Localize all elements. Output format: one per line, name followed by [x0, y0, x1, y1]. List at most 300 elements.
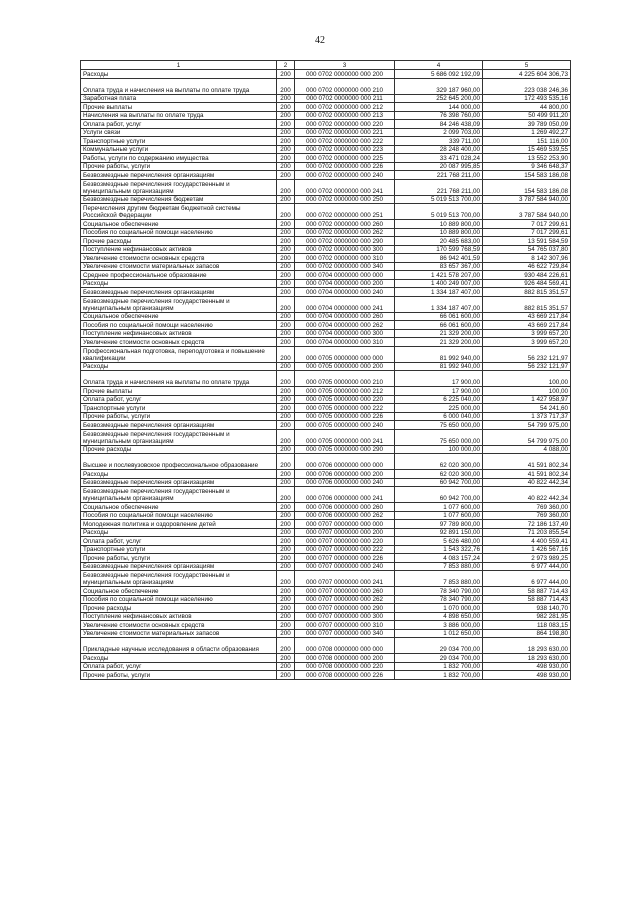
table-row — [81, 412, 571, 421]
row-approved-amount: 329 187 960,00 — [395, 78, 483, 94]
row-name: Начисления на выплаты по оплате труда — [81, 111, 277, 120]
row-line-code: 200 — [277, 421, 295, 430]
row-approved-amount: 144 000,00 — [395, 103, 483, 112]
row-executed-amount: 151 116,00 — [483, 137, 571, 146]
row-budget-code: 000 0707 0000000 000 222 — [295, 545, 395, 554]
row-budget-code: 000 0704 0000000 000 262 — [295, 321, 395, 330]
row-budget-code: 000 0707 0000000 000 226 — [295, 554, 395, 563]
row-name: Профессиональная подготовка, переподготовка и повышение квалификации — [81, 346, 277, 362]
table-row — [81, 70, 571, 79]
row-name: Увеличение стоимости основных средств — [81, 621, 277, 630]
row-line-code: 200 — [277, 271, 295, 280]
row-executed-amount: 4 088,00 — [483, 445, 571, 454]
row-executed-amount: 50 499 911,20 — [483, 111, 571, 120]
row-line-code: 200 — [277, 103, 295, 112]
row-name: Прочие расходы — [81, 604, 277, 613]
row-line-code: 200 — [277, 237, 295, 246]
row-budget-code: 000 0702 0000000 000 241 — [295, 179, 395, 195]
row-name: Транспортные услуги — [81, 545, 277, 554]
row-line-code: 200 — [277, 520, 295, 529]
row-line-code: 200 — [277, 254, 295, 263]
row-name: Безвозмездные перечисления государственным и муниципальным организациям — [81, 296, 277, 312]
table-row — [81, 128, 571, 137]
row-approved-amount: 252 645 200,00 — [395, 94, 483, 103]
row-approved-amount: 1 070 000,00 — [395, 604, 483, 613]
table-row — [81, 103, 571, 112]
row-name: Перечисления другим бюджетам бюджетной системы Российской Федерации — [81, 204, 277, 220]
row-line-code: 200 — [277, 604, 295, 613]
row-budget-code: 000 0702 0000000 000 221 — [295, 128, 395, 137]
row-executed-amount: 938 140,70 — [483, 604, 571, 613]
row-approved-amount: 84 246 438,09 — [395, 120, 483, 129]
row-budget-code: 000 0702 0000000 000 250 — [295, 195, 395, 204]
row-name: Безвозмездные перечисления государственным и муниципальным организациям — [81, 429, 277, 445]
row-line-code: 200 — [277, 312, 295, 321]
header-cell-2: 2 — [277, 61, 295, 70]
table-row — [81, 94, 571, 103]
row-executed-amount: 223 038 246,36 — [483, 78, 571, 94]
table-row — [81, 562, 571, 571]
row-line-code: 200 — [277, 120, 295, 129]
row-budget-code: 000 0705 0000000 000 240 — [295, 421, 395, 430]
row-executed-amount: 44 800,00 — [483, 103, 571, 112]
row-approved-amount: 339 711,00 — [395, 137, 483, 146]
row-line-code: 200 — [277, 288, 295, 297]
row-executed-amount: 18 293 630,00 — [483, 654, 571, 663]
row-executed-amount: 54 765 037,80 — [483, 245, 571, 254]
row-executed-amount: 18 293 630,00 — [483, 638, 571, 654]
table-row — [81, 111, 571, 120]
row-executed-amount: 58 887 714,43 — [483, 595, 571, 604]
row-approved-amount: 1 421 578 207,00 — [395, 271, 483, 280]
row-budget-code: 000 0702 0000000 000 240 — [295, 171, 395, 180]
table-row — [81, 520, 571, 529]
row-budget-code: 000 0705 0000000 000 000 — [295, 346, 395, 362]
row-name: Среднее профессиональное образование — [81, 271, 277, 280]
row-line-code: 200 — [277, 487, 295, 503]
row-budget-code: 000 0706 0000000 000 262 — [295, 511, 395, 520]
row-name: Пособия по социальной помощи населению — [81, 228, 277, 237]
row-name: Расходы — [81, 279, 277, 288]
row-executed-amount: 6 977 444,00 — [483, 562, 571, 571]
row-executed-amount: 54 241,60 — [483, 404, 571, 413]
row-approved-amount: 60 942 700,00 — [395, 478, 483, 487]
row-budget-code: 000 0707 0000000 000 000 — [295, 520, 395, 529]
row-budget-code: 000 0708 0000000 000 220 — [295, 662, 395, 671]
table-row — [81, 545, 571, 554]
row-line-code: 200 — [277, 70, 295, 79]
row-name: Расходы — [81, 654, 277, 663]
row-line-code: 200 — [277, 429, 295, 445]
row-line-code: 200 — [277, 545, 295, 554]
row-name: Безвозмездные перечисления организациям — [81, 421, 277, 430]
table-row — [81, 662, 571, 671]
row-budget-code: 000 0702 0000000 000 251 — [295, 204, 395, 220]
table-row — [81, 612, 571, 621]
row-executed-amount: 118 083,15 — [483, 621, 571, 630]
row-budget-code: 000 0704 0000000 000 310 — [295, 338, 395, 347]
table-row — [81, 421, 571, 430]
row-line-code: 200 — [277, 537, 295, 546]
row-line-code: 200 — [277, 154, 295, 163]
row-approved-amount: 78 340 790,00 — [395, 595, 483, 604]
row-line-code: 200 — [277, 128, 295, 137]
row-line-code: 200 — [277, 387, 295, 396]
row-executed-amount: 41 591 802,34 — [483, 454, 571, 470]
row-budget-code: 000 0704 0000000 000 240 — [295, 288, 395, 297]
row-executed-amount: 15 469 539,55 — [483, 145, 571, 154]
table-row — [81, 329, 571, 338]
row-budget-code: 000 0707 0000000 000 300 — [295, 612, 395, 621]
row-line-code: 200 — [277, 612, 295, 621]
row-name: Пособия по социальной помощи населению — [81, 511, 277, 520]
row-approved-amount: 97 789 800,00 — [395, 520, 483, 529]
table-row — [81, 429, 571, 445]
row-approved-amount: 1 400 249 007,00 — [395, 279, 483, 288]
row-name: Увеличение стоимости основных средств — [81, 254, 277, 263]
row-executed-amount: 769 360,00 — [483, 503, 571, 512]
table-row — [81, 262, 571, 271]
row-executed-amount: 498 930,00 — [483, 671, 571, 680]
row-budget-code: 000 0707 0000000 000 241 — [295, 571, 395, 587]
row-budget-code: 000 0702 0000000 000 300 — [295, 245, 395, 254]
row-budget-code: 000 0704 0000000 000 241 — [295, 296, 395, 312]
row-budget-code: 000 0705 0000000 000 200 — [295, 362, 395, 371]
row-name: Безвозмездные перечисления бюджетам — [81, 195, 277, 204]
row-executed-amount: 9 346 648,37 — [483, 162, 571, 171]
row-budget-code: 000 0706 0000000 000 200 — [295, 470, 395, 479]
table-row — [81, 621, 571, 630]
row-approved-amount: 83 657 367,00 — [395, 262, 483, 271]
row-approved-amount: 78 340 790,00 — [395, 587, 483, 596]
row-executed-amount: 7 017 299,61 — [483, 228, 571, 237]
row-budget-code: 000 0707 0000000 000 200 — [295, 528, 395, 537]
row-executed-amount: 40 822 442,34 — [483, 487, 571, 503]
row-line-code: 200 — [277, 503, 295, 512]
row-line-code: 200 — [277, 296, 295, 312]
row-approved-amount: 76 398 760,00 — [395, 111, 483, 120]
row-approved-amount: 10 889 800,00 — [395, 228, 483, 237]
row-approved-amount: 7 853 880,00 — [395, 571, 483, 587]
row-approved-amount: 1 334 187 407,00 — [395, 288, 483, 297]
row-budget-code: 000 0704 0000000 000 200 — [295, 279, 395, 288]
row-budget-code: 000 0704 0000000 000 260 — [295, 312, 395, 321]
row-line-code: 200 — [277, 528, 295, 537]
row-executed-amount: 43 669 217,84 — [483, 312, 571, 321]
row-line-code: 200 — [277, 671, 295, 680]
table-row — [81, 204, 571, 220]
row-name: Прочие работы, услуги — [81, 162, 277, 171]
row-executed-amount: 3 787 584 940,00 — [483, 195, 571, 204]
row-approved-amount: 5 626 480,00 — [395, 537, 483, 546]
row-name: Молодежная политика и оздоровление детей — [81, 520, 277, 529]
row-line-code: 200 — [277, 362, 295, 371]
row-approved-amount: 170 599 768,59 — [395, 245, 483, 254]
table-row — [81, 595, 571, 604]
budget-execution-table — [80, 60, 571, 680]
row-name: Социальное обеспечение — [81, 587, 277, 596]
row-name: Безвозмездные перечисления организациям — [81, 171, 277, 180]
table-row — [81, 638, 571, 654]
row-approved-amount: 81 992 940,00 — [395, 346, 483, 362]
row-executed-amount: 41 591 802,34 — [483, 470, 571, 479]
row-executed-amount: 864 198,80 — [483, 629, 571, 638]
row-budget-code: 000 0702 0000000 000 223 — [295, 145, 395, 154]
row-executed-amount: 769 360,00 — [483, 511, 571, 520]
row-line-code: 200 — [277, 404, 295, 413]
row-approved-amount: 10 889 800,00 — [395, 220, 483, 229]
row-approved-amount: 4 898 650,00 — [395, 612, 483, 621]
table-row — [81, 254, 571, 263]
row-budget-code: 000 0706 0000000 000 241 — [295, 487, 395, 503]
row-approved-amount: 5 019 513 700,00 — [395, 195, 483, 204]
row-executed-amount: 7 017 299,61 — [483, 220, 571, 229]
row-budget-code: 000 0707 0000000 000 340 — [295, 629, 395, 638]
row-approved-amount: 28 248 400,00 — [395, 145, 483, 154]
row-budget-code: 000 0702 0000000 000 225 — [295, 154, 395, 163]
row-executed-amount: 172 493 535,16 — [483, 94, 571, 103]
row-executed-amount: 56 232 121,97 — [483, 362, 571, 371]
row-approved-amount: 81 992 940,00 — [395, 362, 483, 371]
row-name: Прочие выплаты — [81, 103, 277, 112]
table-row — [81, 279, 571, 288]
row-line-code: 200 — [277, 162, 295, 171]
table-row — [81, 228, 571, 237]
row-budget-code: 000 0702 0000000 000 222 — [295, 137, 395, 146]
row-executed-amount: 926 484 569,41 — [483, 279, 571, 288]
row-line-code: 200 — [277, 662, 295, 671]
row-approved-amount: 1 832 700,00 — [395, 662, 483, 671]
row-budget-code: 000 0708 0000000 000 200 — [295, 654, 395, 663]
table-row — [81, 587, 571, 596]
row-approved-amount: 29 034 700,00 — [395, 638, 483, 654]
row-approved-amount: 21 329 200,00 — [395, 329, 483, 338]
table-row — [81, 271, 571, 280]
row-executed-amount: 1 426 567,16 — [483, 545, 571, 554]
row-budget-code: 000 0707 0000000 000 260 — [295, 587, 395, 596]
row-line-code: 200 — [277, 204, 295, 220]
row-approved-amount: 221 768 211,00 — [395, 171, 483, 180]
row-executed-amount: 3 999 657,20 — [483, 338, 571, 347]
row-name: Поступление нефинансовых активов — [81, 612, 277, 621]
row-budget-code: 000 0705 0000000 000 212 — [295, 387, 395, 396]
row-name: Высшее и послевузовское профессиональное образование — [81, 454, 277, 470]
row-name: Расходы — [81, 470, 277, 479]
row-approved-amount: 1 077 600,00 — [395, 503, 483, 512]
row-approved-amount: 75 650 000,00 — [395, 429, 483, 445]
row-budget-code: 000 0705 0000000 000 226 — [295, 412, 395, 421]
row-budget-code: 000 0707 0000000 000 220 — [295, 537, 395, 546]
row-name: Заработная плата — [81, 94, 277, 103]
row-executed-amount: 882 815 351,57 — [483, 296, 571, 312]
row-name: Безвозмездные перечисления организациям — [81, 478, 277, 487]
row-executed-amount: 46 622 729,84 — [483, 262, 571, 271]
row-approved-amount: 4 083 157,24 — [395, 554, 483, 563]
row-approved-amount: 62 020 300,00 — [395, 470, 483, 479]
row-executed-amount: 3 787 584 940,00 — [483, 204, 571, 220]
row-line-code: 200 — [277, 195, 295, 204]
row-line-code: 200 — [277, 145, 295, 154]
table-row — [81, 162, 571, 171]
row-executed-amount: 54 799 975,00 — [483, 421, 571, 430]
row-executed-amount: 8 142 307,96 — [483, 254, 571, 263]
row-name: Безвозмездные перечисления организациям — [81, 562, 277, 571]
row-approved-amount: 1 334 187 407,00 — [395, 296, 483, 312]
row-line-code: 200 — [277, 329, 295, 338]
row-line-code: 200 — [277, 220, 295, 229]
table-row — [81, 321, 571, 330]
row-name: Поступление нефинансовых активов — [81, 329, 277, 338]
row-approved-amount: 1 832 700,00 — [395, 671, 483, 680]
row-line-code: 200 — [277, 621, 295, 630]
row-line-code: 200 — [277, 262, 295, 271]
row-name: Безвозмездные перечисления государственным и муниципальным организациям — [81, 487, 277, 503]
row-approved-amount: 75 650 000,00 — [395, 421, 483, 430]
row-approved-amount: 92 891 150,00 — [395, 528, 483, 537]
table-row — [81, 237, 571, 246]
row-executed-amount: 43 669 217,84 — [483, 321, 571, 330]
row-name: Пособия по социальной помощи населению — [81, 321, 277, 330]
table-row — [81, 511, 571, 520]
row-approved-amount: 5 019 513 700,00 — [395, 204, 483, 220]
row-name: Социальное обеспечение — [81, 503, 277, 512]
row-executed-amount: 13 552 253,90 — [483, 154, 571, 163]
row-budget-code: 000 0706 0000000 000 260 — [295, 503, 395, 512]
row-name: Увеличение стоимости материальных запасов — [81, 629, 277, 638]
row-name: Прикладные научные исследования в области образования — [81, 638, 277, 654]
row-executed-amount: 39 789 050,09 — [483, 120, 571, 129]
table-row — [81, 454, 571, 470]
row-name: Социальное обеспечение — [81, 220, 277, 229]
table-row — [81, 145, 571, 154]
row-approved-amount: 7 853 880,00 — [395, 562, 483, 571]
row-name: Увеличение стоимости материальных запасов — [81, 262, 277, 271]
row-line-code: 200 — [277, 395, 295, 404]
table-row — [81, 296, 571, 312]
row-name: Увеличение стоимости основных средств — [81, 338, 277, 347]
row-line-code: 200 — [277, 78, 295, 94]
row-name: Прочие работы, услуги — [81, 412, 277, 421]
row-budget-code: 000 0706 0000000 000 000 — [295, 454, 395, 470]
row-budget-code: 000 0705 0000000 000 210 — [295, 371, 395, 387]
table-row — [81, 288, 571, 297]
row-budget-code: 000 0702 0000000 000 262 — [295, 228, 395, 237]
table-row — [81, 171, 571, 180]
table-row — [81, 445, 571, 454]
row-name: Поступление нефинансовых активов — [81, 245, 277, 254]
row-name: Прочие выплаты — [81, 387, 277, 396]
table-row — [81, 338, 571, 347]
row-approved-amount: 86 942 401,59 — [395, 254, 483, 263]
row-budget-code: 000 0702 0000000 000 340 — [295, 262, 395, 271]
row-name: Оплата труда и начисления на выплаты по оплате труда — [81, 78, 277, 94]
row-approved-amount: 17 900,00 — [395, 387, 483, 396]
row-executed-amount: 2 973 989,25 — [483, 554, 571, 563]
table-row — [81, 195, 571, 204]
row-executed-amount: 882 815 351,57 — [483, 288, 571, 297]
row-executed-amount: 54 799 975,00 — [483, 429, 571, 445]
row-name: Социальное обеспечение — [81, 312, 277, 321]
row-line-code: 200 — [277, 445, 295, 454]
row-line-code: 200 — [277, 321, 295, 330]
table-row — [81, 478, 571, 487]
row-budget-code: 000 0702 0000000 000 226 — [295, 162, 395, 171]
header-cell-5: 5 — [483, 61, 571, 70]
table-row — [81, 312, 571, 321]
row-executed-amount: 58 887 714,43 — [483, 587, 571, 596]
table-row — [81, 604, 571, 613]
table-row — [81, 629, 571, 638]
row-name: Безвозмездные перечисления государственным и муниципальным организациям — [81, 571, 277, 587]
row-executed-amount: 154 583 186,08 — [483, 179, 571, 195]
row-line-code: 200 — [277, 511, 295, 520]
row-name: Прочие работы, услуги — [81, 671, 277, 680]
row-budget-code: 000 0702 0000000 000 212 — [295, 103, 395, 112]
table-row — [81, 120, 571, 129]
row-approved-amount: 17 900,00 — [395, 371, 483, 387]
row-name: Услуги связи — [81, 128, 277, 137]
table-row — [81, 387, 571, 396]
row-budget-code: 000 0702 0000000 000 260 — [295, 220, 395, 229]
row-line-code: 200 — [277, 470, 295, 479]
row-approved-amount: 221 768 211,00 — [395, 179, 483, 195]
row-budget-code: 000 0702 0000000 000 200 — [295, 70, 395, 79]
row-approved-amount: 21 329 200,00 — [395, 338, 483, 347]
row-approved-amount: 6 225 040,00 — [395, 395, 483, 404]
row-executed-amount: 4 225 604 306,73 — [483, 70, 571, 79]
row-name: Коммунальные услуги — [81, 145, 277, 154]
row-approved-amount: 100 000,00 — [395, 445, 483, 454]
row-name: Безвозмездные перечисления организациям — [81, 288, 277, 297]
row-name: Прочие расходы — [81, 445, 277, 454]
table-row — [81, 671, 571, 680]
row-name: Оплата работ, услуг — [81, 395, 277, 404]
table-row — [81, 346, 571, 362]
header-cell-1: 1 — [81, 61, 277, 70]
row-budget-code: 000 0702 0000000 000 220 — [295, 120, 395, 129]
row-approved-amount: 20 087 995,85 — [395, 162, 483, 171]
row-budget-code: 000 0705 0000000 000 222 — [295, 404, 395, 413]
row-approved-amount: 5 686 092 192,09 — [395, 70, 483, 79]
row-name: Расходы — [81, 362, 277, 371]
row-approved-amount: 2 099 703,00 — [395, 128, 483, 137]
row-line-code: 200 — [277, 179, 295, 195]
row-name: Расходы — [81, 70, 277, 79]
row-budget-code: 000 0702 0000000 000 211 — [295, 94, 395, 103]
row-name: Оплата работ, услуг — [81, 662, 277, 671]
table-row — [81, 654, 571, 663]
row-line-code: 200 — [277, 137, 295, 146]
row-budget-code: 000 0707 0000000 000 310 — [295, 621, 395, 630]
row-line-code: 200 — [277, 587, 295, 596]
row-approved-amount: 1 077 600,00 — [395, 511, 483, 520]
row-line-code: 200 — [277, 371, 295, 387]
row-line-code: 200 — [277, 279, 295, 288]
row-name: Пособия по социальной помощи населению — [81, 595, 277, 604]
row-approved-amount: 29 034 700,00 — [395, 654, 483, 663]
row-budget-code: 000 0704 0000000 000 300 — [295, 329, 395, 338]
table-row — [81, 395, 571, 404]
row-executed-amount: 982 281,95 — [483, 612, 571, 621]
row-budget-code: 000 0706 0000000 000 240 — [295, 478, 395, 487]
row-approved-amount: 33 471 028,24 — [395, 154, 483, 163]
row-line-code: 200 — [277, 346, 295, 362]
row-budget-code: 000 0707 0000000 000 240 — [295, 562, 395, 571]
row-executed-amount: 13 591 584,59 — [483, 237, 571, 246]
row-line-code: 200 — [277, 554, 295, 563]
row-executed-amount: 4 400 559,41 — [483, 537, 571, 546]
row-budget-code: 000 0708 0000000 000 000 — [295, 638, 395, 654]
